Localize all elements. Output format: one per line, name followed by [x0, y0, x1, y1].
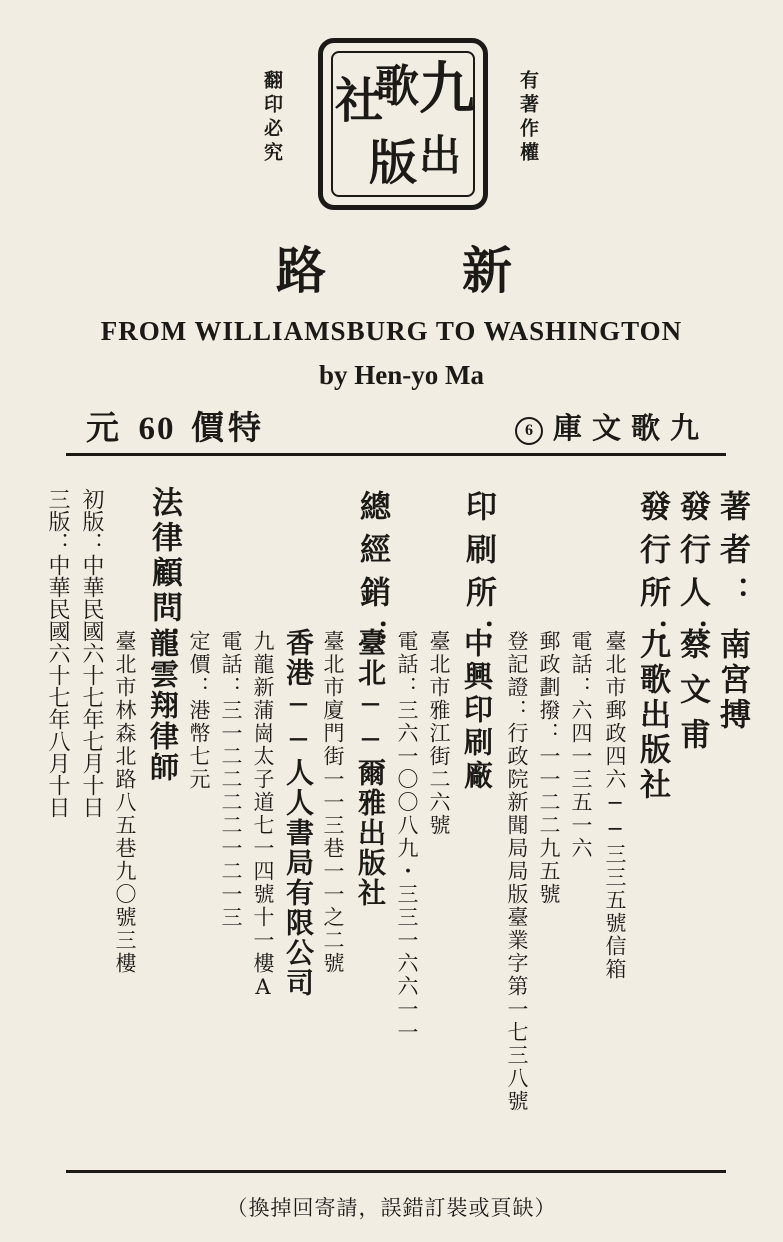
- legal-address: 臺北市林森北路八五巷九〇號三樓: [113, 630, 137, 975]
- price-number: 60: [138, 411, 176, 447]
- distributor-hk: 香港──人人書局有限公司: [282, 628, 315, 998]
- distributor-taipei-address: 臺北市廈門街一一三巷一一之二號: [321, 630, 345, 975]
- distributor-hk-address: 九龍新蒲崗太子道七一四號十一樓A: [251, 630, 275, 1001]
- publisher-name: 九歌出版社: [634, 628, 670, 803]
- price-unit: 元: [86, 408, 123, 447]
- distributor-taipei: 臺北──爾雅出版社: [354, 628, 387, 908]
- distributor-label: 總經銷：: [354, 490, 390, 662]
- english-title: FROM WILLIAMSBURG TO WASHINGTON: [100, 316, 683, 346]
- title-char-right-to-left-1: 新: [462, 241, 512, 300]
- footer-note: （換掉回寄請，誤錯訂裝或頁缺）: [226, 1196, 557, 1220]
- distributor-hk-phone: 電話：三一二二二二一二一三: [219, 630, 243, 929]
- copyright-left-note: 翻印必究: [261, 70, 283, 166]
- printer-phone: 電話：三六一〇〇八九・三三一六六一一: [395, 630, 419, 1044]
- first-edition: 初版：中華民國六十七年七月十日: [79, 488, 104, 818]
- legal-label: 法律顧問：: [146, 486, 182, 661]
- legal-name: 龍雲翔律師: [146, 628, 180, 783]
- divider-top: [66, 453, 726, 456]
- publisher-phone: 電話：六四一三五一六: [569, 630, 593, 860]
- author-label: 著者：: [714, 490, 750, 619]
- publisher-person-label: 發行人：: [674, 490, 710, 662]
- title-char-right-to-left-2: 路: [276, 241, 326, 300]
- publisher-person-name: 蔡文甫: [674, 628, 710, 763]
- series-number: 6: [515, 417, 543, 445]
- series-name: 九歌文庫: [553, 411, 710, 445]
- series-line: [515, 406, 709, 447]
- divider-bottom: [66, 1170, 726, 1173]
- copyright-right-note: 有著作權: [517, 70, 539, 166]
- author-name: 南宮搏: [714, 628, 750, 733]
- hk-price: 定價：港幣七元: [187, 630, 211, 791]
- price-prefix: 特價: [191, 408, 265, 447]
- third-edition: 三版：中華民國六十七年八月十日: [45, 488, 70, 818]
- printer-address: 臺北市雅江街二六號: [427, 630, 451, 837]
- publisher-postal: 郵政劃撥：一一二二九五號: [537, 630, 561, 906]
- publisher-label: 發行所：: [634, 490, 670, 662]
- price-line: [86, 402, 265, 449]
- publisher-registration: 登記證：行政院新聞局局版臺業字第一七三八號: [505, 630, 529, 1113]
- printer-label: 印刷所：: [460, 490, 496, 662]
- publisher-address: 臺北市郵政四六──三三五號信箱: [603, 630, 627, 981]
- publisher-seal: 九 歌 社 出 版: [318, 38, 488, 210]
- printer-name: 中興印刷廠: [460, 628, 494, 793]
- english-author: by Hen-yo Ma: [319, 360, 484, 390]
